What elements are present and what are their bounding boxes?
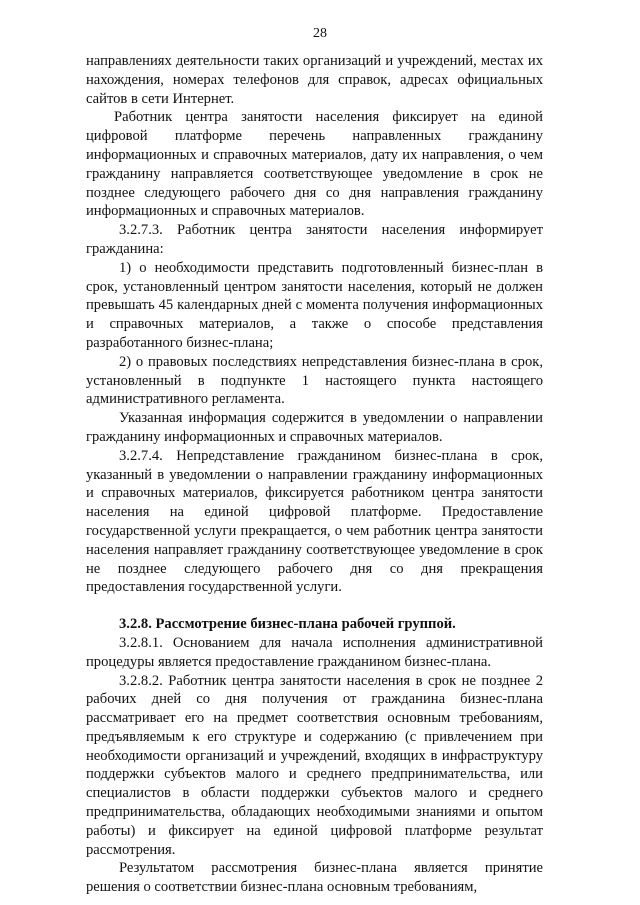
section-heading-3-2-8: 3.2.8. Рассмотрение бизнес-плана рабочей группой. <box>119 616 456 633</box>
paragraph-continuation: направлениях деятельности таких организаций и учреждений, местах их нахождения, номерах телефонов для справок, адресах официальных сайтов в сети Интернет. <box>86 53 543 107</box>
paragraph-3-2-7-4: 3.2.7.4. Непредставление гражданином бизнес-плана в срок, указанный в уведомлении о направлении гражданину информационных и справочных материалов, фиксируется работником центра занятости населения на единой цифровой платформе. Предоставление государственной услуги прекращается, о чем работник центра занятости населения направляет гражданину соответствующее уведомление в срок не позднее следующего рабочего дня со дня прекращения предоставления государственной услуги. <box>86 447 543 596</box>
paragraph-3-2-7-3: 3.2.7.3. Работник центра занятости населения информирует гражданина: <box>86 222 543 257</box>
list-item-2: 2) о правовых последствиях непредставления бизнес-плана в срок, установленный в подпункте 1 настоящего пункта настоящего административного регламента. <box>86 353 543 408</box>
paragraph-notice-info: Указанная информация содержится в уведомлении о направлении гражданину информационных и справочных материалов. <box>86 410 543 445</box>
document-body <box>86 52 543 897</box>
paragraph-platform-record: Работник центра занятости населения фиксирует на единой цифровой платформе перечень направленных гражданину информационных и справочных материалов, дату их направления, о чем гражданину направляется соответствующее уведомление в срок не позднее следующего рабочего дня со дня направления гражданину информационных и справочных материалов. <box>86 109 543 220</box>
page-number: 28 <box>313 26 327 41</box>
paragraph-result: Результатом рассмотрения бизнес-плана является принятие решения о соответствии бизнес-плана основным требованиям, <box>86 860 543 896</box>
paragraph-3-2-8-1: 3.2.8.1. Основанием для начала исполнения административной процедуры является предоставление гражданином бизнес-плана. <box>86 634 543 670</box>
list-item-1: 1) о необходимости представить подготовленный бизнес-план в срок, установленный центром занятости населения, который не должен превышать 45 календарных дней с момента получения информационных и справочных материалов, а также о способе представления разработанного бизнес-плана; <box>86 259 543 351</box>
paragraph-3-2-8-2: 3.2.8.2. Работник центра занятости населения в срок не позднее 2 рабочих дней со дня получения от гражданина бизнес-плана рассматривает его на предмет соответствия основным требованиям, предъявляемым к его структуре и содержанию (с привлечением при необходимости организаций и учреждений, входящих в инфраструктуру поддержки субъектов малого и среднего предпринимательства, или специалистов в области поддержки субъектов малого и среднего предпринимательства, обладающих необходимыми знаниями и опытом работы) и фиксирует на единой цифровой платформе результат рассмотрения. <box>86 672 543 858</box>
